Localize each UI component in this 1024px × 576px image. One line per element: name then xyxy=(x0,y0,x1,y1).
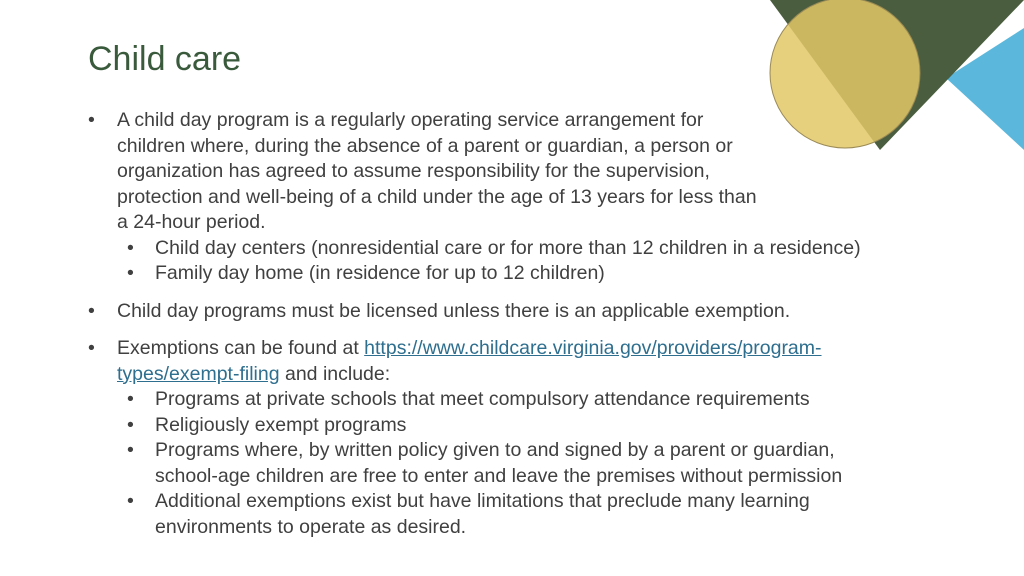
sub-bullet-religious: • Religiously exempt programs xyxy=(117,413,877,439)
bullet-definition-text: • A child day program is a regularly operating service arrangement for children where, during the absence of a parent or guardian, a person or organization has agreed to assume responsibility for the supervision, protection and well-being of a child under the age of 13 years for less than a 24-hour period. xyxy=(117,109,757,233)
bullet-definition xyxy=(88,108,888,287)
bullet-list xyxy=(88,108,888,540)
sub-bullet-day-centers: • Child day centers (nonresidential care or for more than 12 children in a residence) xyxy=(117,236,888,262)
exemptions-suffix: and include: xyxy=(279,362,391,385)
blue-triangle xyxy=(946,28,1024,150)
exemptions-prefix: Exemptions can be found at xyxy=(117,337,365,359)
exemption-sub-list xyxy=(117,387,877,540)
sub-bullet-family-day-home: • Family day home (in residence for up to 12 children) xyxy=(117,261,888,287)
page-title: Child care xyxy=(88,40,242,78)
sub-bullet-private-schools: • Programs at private schools that meet compulsory attendance requirements xyxy=(117,387,877,413)
sub-bullet-additional: • Additional exemptions exist but have limitations that preclude many learning environments to operate as desired. xyxy=(117,489,877,540)
bullet-exemptions xyxy=(88,336,888,540)
slide-content xyxy=(88,108,888,552)
sub-bullet-written-policy: • Programs where, by written policy given to and signed by a parent or guardian, school-age children are free to enter and leave the premises without permission xyxy=(117,438,877,489)
bullet-exemptions-text xyxy=(117,336,877,387)
sub-bullet-list xyxy=(117,236,888,287)
exempt-filing-link[interactable]: https://www.childcare.virginia.gov/providers/program-types/exempt-filing xyxy=(117,337,822,385)
bullet-licensing: • Child day programs must be licensed unless there is an applicable exemption. xyxy=(88,299,888,325)
